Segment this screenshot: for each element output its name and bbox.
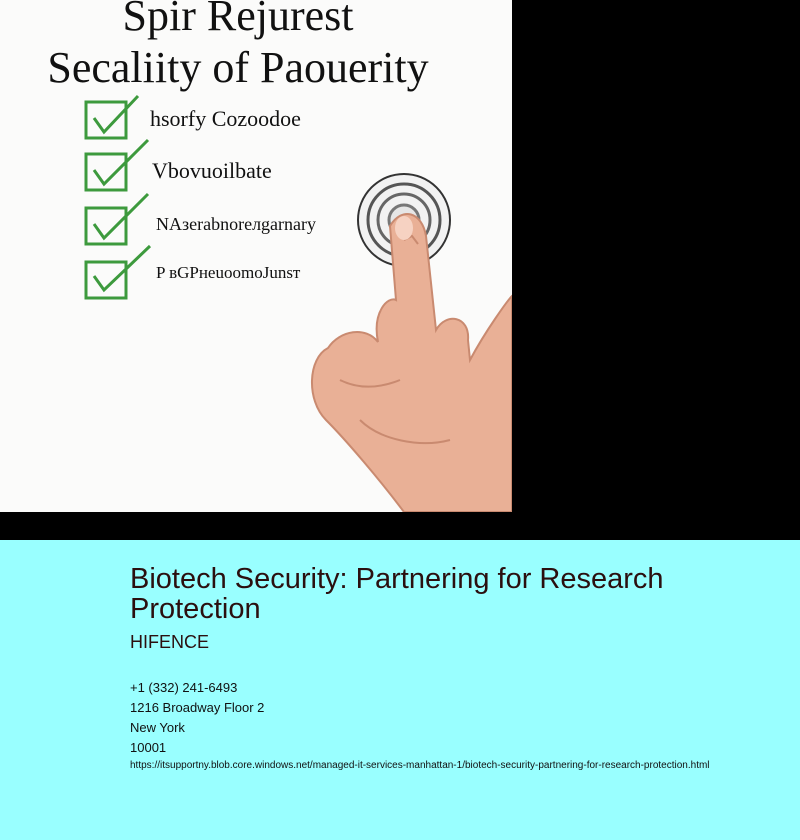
hero-heading-line-1: Spir Rejurest [122,0,354,40]
checkmark-icon [94,140,148,184]
contact-block [130,678,264,758]
checklist-item [86,246,301,298]
checklist-label: Vbovuoilbate [152,158,272,183]
checklist-label: hsorfy Cozoodoe [150,106,301,131]
checklist-item [86,140,272,190]
hand-illustration [312,214,512,512]
checklist-item [86,194,316,244]
checkmark-icon [94,194,148,238]
hero-heading-line-2: Secaliity of Paouerity [47,43,429,92]
city: New York [130,720,185,735]
listing-panel [0,540,800,840]
company-name: HIFENCE [130,632,210,652]
checklist-label: P вGPнeuoomoJunsт [156,263,301,282]
zip-code: 10001 [130,740,167,755]
hero-image [0,0,512,512]
phone-number[interactable]: +1 (332) 241-6493 [130,680,238,695]
checkbox-icon [86,102,126,138]
checkbox-icon [86,154,126,190]
checklist-item [86,96,301,138]
checkmark-icon [94,246,150,290]
street-address: 1216 Broadway Floor 2 [130,700,265,715]
page-title: Biotech Security: Partnering for Research Protection [130,563,664,625]
hero-illustration [0,0,512,512]
checkbox-icon [86,208,126,244]
checklist-label: NAзerabnoreлgarnary [156,214,317,234]
checkbox-icon [86,262,126,298]
page-url-link[interactable]: https://itsupportny.blob.core.windows.net/managed-it-services-manhattan-1/biotech-security-partnering-for-research-protection.html [130,760,710,771]
